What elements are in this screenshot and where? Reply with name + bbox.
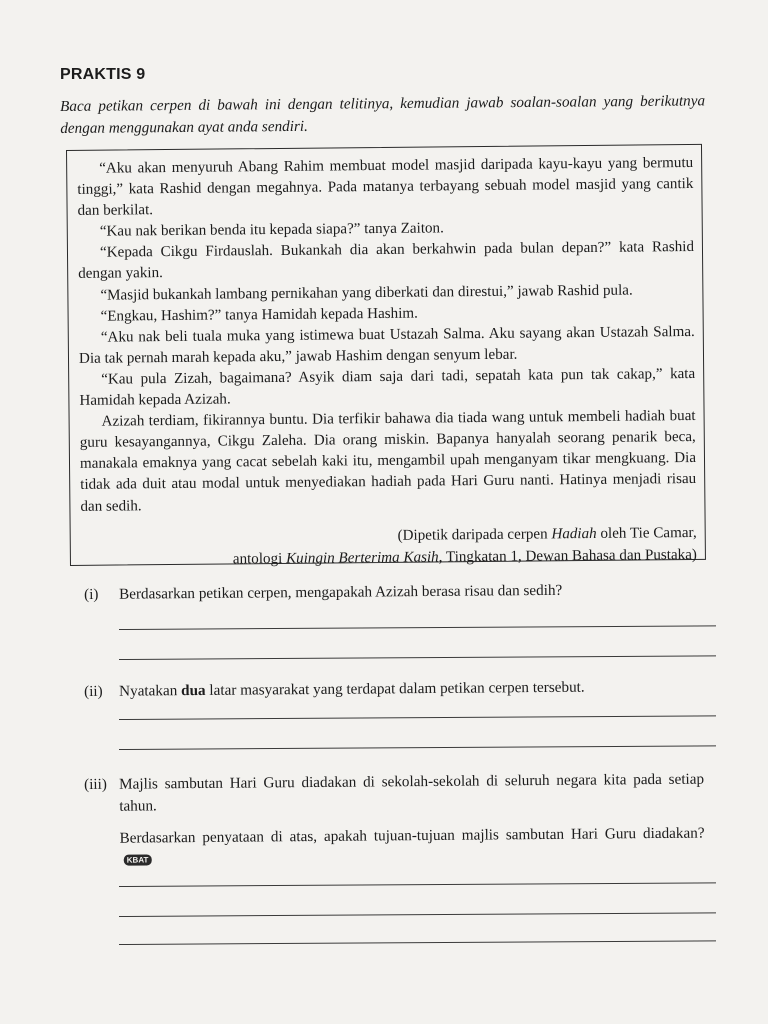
answer-line[interactable] <box>119 625 716 630</box>
answer-line[interactable] <box>119 912 716 917</box>
answer-line[interactable] <box>119 745 716 750</box>
passage-credit <box>81 522 697 572</box>
question-text: Berdasarkan petikan cerpen, mengapakah Azizah berasa risau dan sedih? <box>119 581 563 603</box>
credit-anthology: Kuingin Berterima Kasih <box>285 549 439 567</box>
instruction-text: Baca petikan cerpen di bawah ini dengan telitinya, kemudian jawab soalan-soalan yang berikutnya dengan menggunakan ayat anda sendiri. <box>60 92 706 137</box>
question-3 <box>84 769 705 872</box>
credit-story-title: Hadiah <box>551 525 597 542</box>
question-number: (i) <box>84 585 99 603</box>
passage-paragraph: “Aku akan menyuruh Abang Rahim membuat model masjid daripada kayu-kayu yang bermutu tinggi,” kata Rashid dengan megahnya. Pada matanya terbayang sebuah model masjid yang cantik dan berkilat. <box>77 154 694 220</box>
answer-line[interactable] <box>119 940 716 945</box>
question-1 <box>84 579 704 606</box>
passage-paragraph: “Masjid bukankah lambang pernikahan yang diberkati dan direstui,” jawab Rashid pula. <box>100 282 633 304</box>
answer-line[interactable] <box>119 655 716 660</box>
passage-paragraph: Azizah terdiam, fikirannya buntu. Dia terfikir bahawa dia tiada wang untuk membeli hadiah buat guru kesayangannya, Cikgu Zaleha. Dia orang miskin. Bapanya hanyalah seorang penarik beca, manakala emaknya yang cacat sebelah kaki itu, mengambil upah menganyam tikar mengkuang. Dia tidak ada duit atau modal untuk menyediakan hadiah pada Hari Guru nanti. Hatinya menjadi risau dan sedih. <box>79 408 697 515</box>
emphasis-word: dua <box>181 681 206 700</box>
passage-paragraph: “Aku nak beli tuala muka yang istimewa buat Ustazah Salma. Aku sayang akan Ustazah Salma. Dia tak pernah marah kepada aku,” jawab Hashim dengan senyum lebar. <box>78 323 695 367</box>
kbat-badge: KBAT <box>124 854 152 865</box>
question-subtext: Berdasarkan penyataan di atas, apakah tujuan-tujuan majlis sambutan Hari Guru diadakan?KBAT <box>119 824 705 865</box>
credit-prefix: (Dipetik daripada cerpen <box>397 525 552 544</box>
passage-paragraph: “Kepada Cikgu Firdauslah. Bukankah dia akan berkahwin pada bulan depan?” kata Rashid dengan yakin. <box>78 239 695 283</box>
passage-paragraph: “Kau pula Zizah, bagaimana? Asyik diam saja dari tadi, sepatah kata pun tak cakap,” kata Hamidah kepada Azizah. <box>79 365 696 409</box>
question-text: Nyatakan dua latar masyarakat yang terdapat dalam petikan cerpen tersebut. <box>119 678 585 700</box>
passage-box <box>66 144 706 566</box>
passage-paragraph: “Kau nak berikan benda itu kepada siapa?” tanya Zaiton. <box>99 220 444 240</box>
question-number: (iii) <box>84 775 107 793</box>
passage-paragraph: “Engkau, Hashim?” tanya Hamidah kepada Hashim. <box>100 305 418 325</box>
question-2 <box>84 676 704 703</box>
question-number: (ii) <box>84 682 103 700</box>
question-text: Majlis sambutan Hari Guru diadakan di sekolah-sekolah di seluruh negara kita pada setiap tahun. <box>119 770 705 815</box>
answer-line[interactable] <box>119 882 716 887</box>
answer-line[interactable] <box>119 715 716 720</box>
page-title: PRAKTIS 9 <box>60 66 146 83</box>
credit-suffix: , Tingkatan 1, Dewan Bahasa dan Pustaka) <box>438 546 697 566</box>
credit-author: oleh Tie Camar, <box>596 524 697 542</box>
credit-anthology-prefix: antologi <box>232 550 287 568</box>
